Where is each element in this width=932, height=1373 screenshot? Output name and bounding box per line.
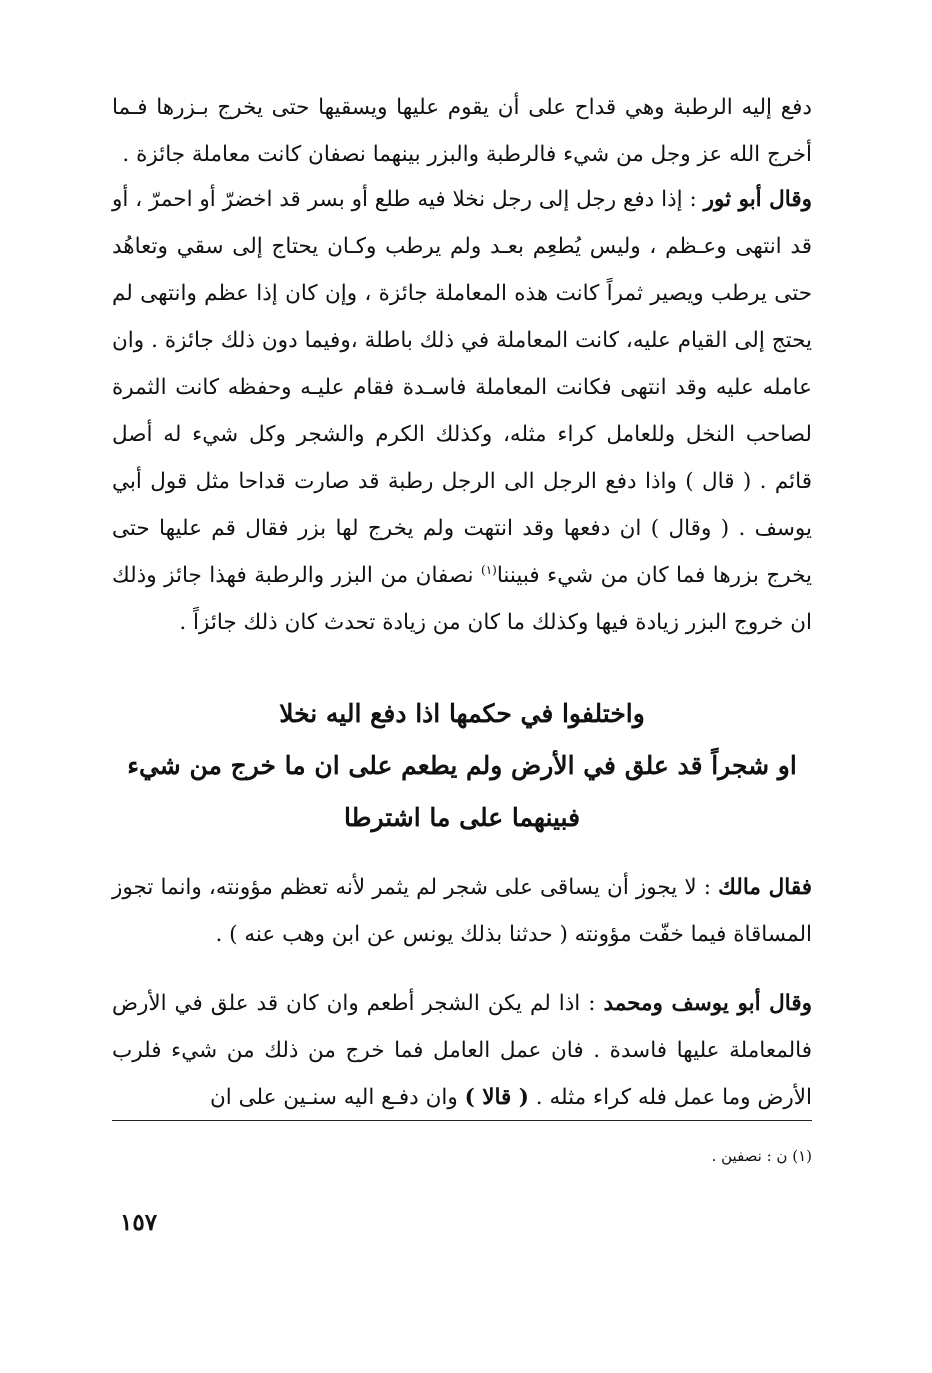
footnote: (١) ن : نصفين . bbox=[711, 1147, 812, 1165]
page-number: ١٥٧ bbox=[120, 1209, 158, 1236]
heading-line-2: او شجراً قد علق في الأرض ولم يطعم على ان ما خرج من شيء bbox=[127, 751, 797, 780]
footnote-marker: (١) bbox=[481, 562, 497, 577]
paragraph-1 bbox=[112, 84, 812, 178]
paragraph-4-text-after: وان دفـع اليه سنـين على ان bbox=[209, 1085, 465, 1110]
paragraph-3-text: : لا يجوز أن يساقى على شجر لم يثمر لأنه تعظم مؤونته، وانما تجوز المساقاة فيما خفّت مؤونته ( حدثنا بذلك يونس عن ابن وهب عنه ) . bbox=[112, 875, 812, 947]
paragraph-2-body bbox=[112, 176, 812, 646]
paragraph-2 bbox=[112, 176, 812, 646]
heading-line-1: واختلفوا في حكمها اذا دفع اليه نخلا bbox=[279, 699, 645, 728]
section-heading bbox=[112, 688, 812, 844]
speaker-malik: فقال مالك bbox=[718, 875, 812, 900]
speaker-abu-yusuf-muhammad: وقال أبو يوسف ومحمد bbox=[603, 991, 812, 1016]
paragraph-2-text-after: نصفان من البزر والرطبة فهذا جائز وذلك ان خروج البزر زيادة فيها وكذلك ما كان من زيادة تحدث كان ذلك جائزاً . bbox=[112, 563, 812, 635]
paragraph-2-text: : إذا دفع رجل إلى رجل نخلا فيه طلع أو بسر قد اخضرّ أو احمرّ ، أو قد انتهى وعـظم ، وليس يُطعِم بعـد ولم يرطب وكـان يحتاج إلى سقي وتعاهُد حتى يرطب ويصير ثمراً كانت هذه المعاملة جائزة ، وإن كان إذا عظم وانتهى لم يحتج إلى القيام عليه، كانت المعاملة في ذلك باطلة ،وفيما دون ذلك جائزة . وان عامله عليه وقد انتهى فكانت المعاملة فاسـدة فقام عليـه وحفظه كانت الثمرة لصاحب النخل وللعامل كراء مثله، وكذلك الكرم والشجر وكل شيء له أصل قائم . ( قال ) واذا دفع الرجل الى الرجل رطبة قد صارت قداحا مثل قول أبي يوسف . ( وقال ) ان دفعها وقد انتهت ولم يخرج لها بزر فقال قم عليها حتى يخرج بزرها فما كان من شيء فبيننا bbox=[112, 187, 812, 588]
paragraph-4-body bbox=[112, 980, 812, 1121]
paragraph-4-text: : اذا لم يكن الشجر أطعم وان كان قد علق في الأرض فالمعاملة عليها فاسدة . فان عمل العامل فما خرج من ذلك من شيء فلرب الأرض وما عمل فله كراء مثله . bbox=[112, 991, 812, 1110]
paragraph-4-emphasis: ( قالا ) bbox=[464, 1085, 529, 1110]
paragraph-3-body bbox=[112, 864, 812, 958]
speaker-abu-thawr: وقال أبو ثور bbox=[703, 187, 812, 212]
paragraph-4 bbox=[112, 980, 812, 1121]
footnote-divider bbox=[112, 1120, 812, 1121]
heading-line-3: فبينهما على ما اشترطا bbox=[343, 803, 581, 832]
paragraph-1-text: دفع إليه الرطبة وهي قداح على أن يقوم عليها ويسقيها حتى يخرج بـزرها فـما أخرج الله عز وجل من شيء فالرطبة والبزر بينهما نصفان كانت معاملة جائزة . bbox=[112, 95, 812, 167]
paragraph-3 bbox=[112, 864, 812, 958]
